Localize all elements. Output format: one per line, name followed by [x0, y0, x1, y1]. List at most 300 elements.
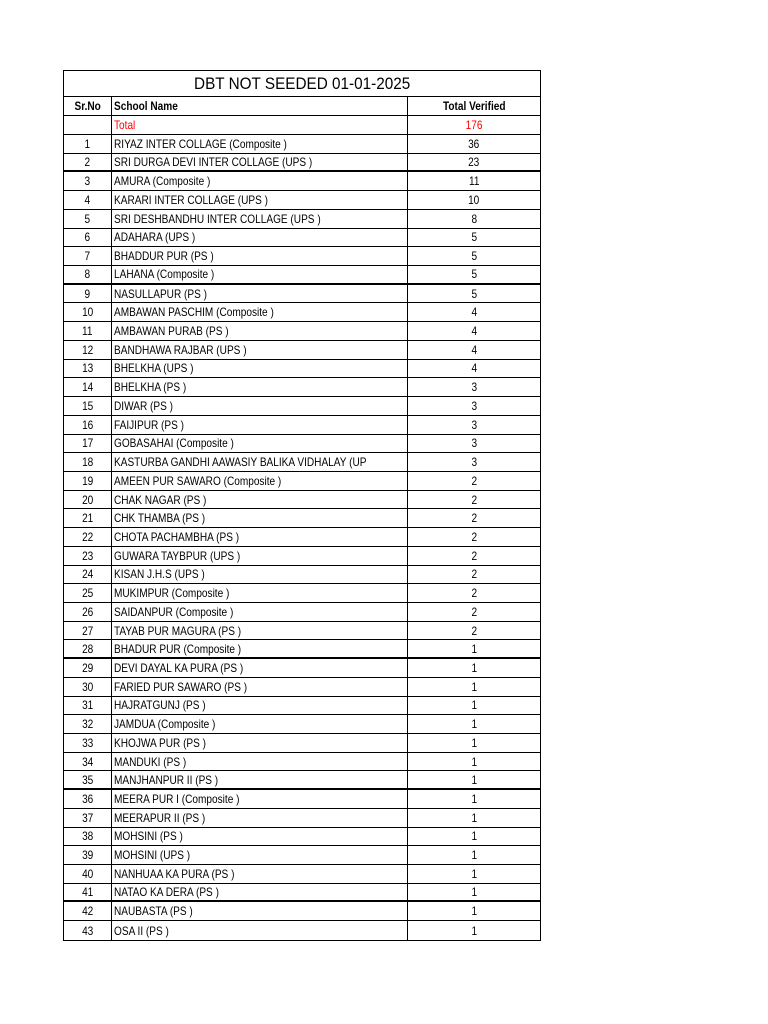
- school-name: NAUBASTA (PS ): [114, 904, 193, 919]
- total-verified-cell: [408, 902, 540, 920]
- total-verified-cell: [408, 715, 540, 733]
- sr-no-cell: [64, 884, 112, 901]
- table-row: [64, 135, 540, 154]
- sr-no-cell: [64, 659, 112, 677]
- table-row: [64, 472, 540, 491]
- total-verified-cell: [408, 528, 540, 546]
- school-name-cell: [112, 640, 408, 657]
- total-verified: 1: [471, 772, 477, 787]
- total-verified-cell: [408, 697, 540, 715]
- table-row: [64, 547, 540, 566]
- total-verified-cell: [408, 865, 540, 883]
- school-name: MEERA PUR I (Composite ): [114, 792, 240, 807]
- school-name: NATAO KA DERA (PS ): [114, 885, 219, 900]
- total-verified: 11: [468, 174, 480, 189]
- school-name: TAYAB PUR MAGURA (PS ): [114, 623, 242, 638]
- sr-no-cell: [64, 902, 112, 920]
- total-row: [64, 116, 540, 135]
- school-name: AMEEN PUR SAWARO (Composite ): [114, 473, 282, 488]
- total-verified-cell: [408, 135, 540, 153]
- total-verified-cell: [408, 809, 540, 827]
- school-name: AMURA (Composite ): [114, 174, 211, 189]
- total-verified: 1: [471, 641, 477, 656]
- table-row: [64, 229, 540, 248]
- table-row: [64, 154, 540, 173]
- total-verified-cell: [408, 640, 540, 657]
- sr-no-cell: [64, 753, 112, 771]
- table-row: [64, 397, 540, 416]
- total-verified-cell: [408, 341, 540, 359]
- header-school-name: [112, 97, 408, 115]
- header-school-name-label: School Name: [114, 99, 178, 113]
- table-row: [64, 247, 540, 266]
- sr-no: 14: [81, 380, 94, 395]
- school-name-cell: [112, 341, 408, 359]
- total-verified-cell: [408, 360, 540, 378]
- school-name-cell: [112, 697, 408, 715]
- sr-no: 30: [81, 679, 94, 694]
- total-verified-cell: [408, 303, 540, 321]
- total-verified-cell: [408, 509, 540, 527]
- school-name-cell: [112, 678, 408, 696]
- sr-no-cell: [64, 528, 112, 546]
- sr-no: 27: [81, 623, 94, 638]
- total-verified: 4: [471, 324, 477, 339]
- sr-no-cell: [64, 491, 112, 509]
- table-row: [64, 266, 540, 285]
- total-label-cell: [112, 116, 408, 134]
- sr-no-cell: [64, 435, 112, 453]
- table-row: [64, 921, 540, 940]
- total-verified-cell: [408, 771, 540, 788]
- school-name-cell: [112, 285, 408, 303]
- sr-no-cell: [64, 603, 112, 621]
- school-name-cell: [112, 865, 408, 883]
- sr-no: 31: [81, 698, 94, 713]
- school-name-cell: [112, 416, 408, 434]
- sr-no-cell: [64, 509, 112, 527]
- sr-no: 4: [84, 193, 91, 208]
- sr-no-cell: [64, 734, 112, 752]
- school-name: KARARI INTER COLLAGE (UPS ): [114, 193, 269, 208]
- sr-no-cell: [64, 229, 112, 247]
- total-verified: 5: [471, 267, 477, 282]
- school-name-cell: [112, 547, 408, 565]
- school-name-cell: [112, 809, 408, 827]
- school-name-cell: [112, 902, 408, 920]
- school-name-cell: [112, 566, 408, 584]
- sr-no-cell: [64, 715, 112, 733]
- school-name: KASTURBA GANDHI AAWASIY BALIKA VIDHALAY (UP: [114, 455, 367, 470]
- sr-no-cell: [64, 846, 112, 864]
- total-verified-cell: [408, 453, 540, 471]
- school-name-cell: [112, 322, 408, 340]
- sr-no: 1: [84, 136, 91, 151]
- school-name-cell: [112, 528, 408, 546]
- school-name-cell: [112, 921, 408, 940]
- sr-no-cell: [64, 285, 112, 303]
- table-row: [64, 453, 540, 472]
- sr-no: 9: [84, 286, 91, 301]
- school-name-cell: [112, 266, 408, 283]
- school-name-cell: [112, 753, 408, 771]
- table-row: [64, 603, 540, 622]
- sr-no: 19: [81, 473, 94, 488]
- total-verified: 3: [471, 398, 477, 413]
- school-name-cell: [112, 828, 408, 846]
- school-name: MUKIMPUR (Composite ): [114, 586, 230, 601]
- total-verified: 2: [471, 567, 477, 582]
- sr-no: 43: [81, 923, 94, 938]
- total-verified-cell: [408, 229, 540, 247]
- table-row: [64, 715, 540, 734]
- total-verified-cell: [408, 322, 540, 340]
- total-verified-cell: [408, 472, 540, 490]
- school-name: SAIDANPUR (Composite ): [114, 604, 234, 619]
- sr-no: 24: [81, 567, 94, 582]
- total-verified-cell: [408, 154, 540, 171]
- school-name-cell: [112, 303, 408, 321]
- sr-no: 35: [81, 772, 94, 787]
- total-verified: 3: [471, 417, 477, 432]
- total-verified-cell: [408, 416, 540, 434]
- total-verified-cell: [408, 790, 540, 808]
- total-verified-cell: [408, 435, 540, 453]
- total-verified-cell: [408, 753, 540, 771]
- sr-no: 25: [81, 586, 94, 601]
- total-verified-cell: [408, 266, 540, 283]
- total-verified: 4: [471, 361, 477, 376]
- school-name-cell: [112, 622, 408, 640]
- sr-no-cell: [64, 360, 112, 378]
- school-name: BHELKHA (UPS ): [114, 361, 194, 376]
- sr-no: 34: [81, 754, 94, 769]
- total-verified: 3: [471, 436, 477, 451]
- report-title: DBT NOT SEEDED 01-01-2025: [193, 74, 411, 93]
- total-verified-cell: [408, 603, 540, 621]
- total-verified: 5: [471, 249, 477, 264]
- table-row: [64, 172, 540, 191]
- total-verified: 1: [471, 866, 477, 881]
- school-name: MEERAPUR II (PS ): [114, 810, 206, 825]
- school-name-cell: [112, 603, 408, 621]
- total-verified: 5: [471, 286, 477, 301]
- total-verified: 1: [471, 735, 477, 750]
- table-row: [64, 734, 540, 753]
- school-name-cell: [112, 154, 408, 171]
- table-row: [64, 378, 540, 397]
- sr-no: 11: [82, 324, 93, 339]
- total-verified-cell: [408, 622, 540, 640]
- school-name: FAIJIPUR (PS ): [114, 417, 185, 432]
- table-row: [64, 360, 540, 379]
- sr-no: 41: [81, 885, 94, 900]
- sr-no: 39: [81, 848, 94, 863]
- school-name-cell: [112, 884, 408, 901]
- sr-no-cell: [64, 790, 112, 808]
- sr-no: 23: [81, 548, 94, 563]
- table-row: [64, 771, 540, 790]
- report-table: [63, 70, 541, 941]
- school-name: OSA II (PS ): [114, 923, 169, 938]
- table-row: [64, 435, 540, 454]
- sr-no: 29: [81, 660, 94, 675]
- total-verified-cell: [408, 584, 540, 602]
- sr-no: 15: [81, 398, 94, 413]
- sr-no: 5: [84, 211, 91, 226]
- school-name-cell: [112, 378, 408, 396]
- school-name-cell: [112, 397, 408, 415]
- table-row: [64, 303, 540, 322]
- school-name: ADAHARA (UPS ): [114, 230, 196, 245]
- total-verified: 10: [468, 193, 480, 208]
- table-row: [64, 210, 540, 229]
- total-verified-cell: [408, 285, 540, 303]
- school-name: GUWARA TAYBPUR (UPS ): [114, 548, 241, 563]
- sr-no: 33: [81, 735, 94, 750]
- sr-no: 8: [84, 267, 91, 282]
- school-name: GOBASAHAI (Composite ): [114, 436, 234, 451]
- sr-no: 28: [81, 641, 94, 656]
- total-verified-cell: [408, 397, 540, 415]
- sr-no-cell: [64, 622, 112, 640]
- header-row: [64, 97, 540, 116]
- total-sr-cell: [64, 116, 112, 134]
- table-row: [64, 322, 540, 341]
- total-verified: 2: [471, 529, 477, 544]
- school-name: LAHANA (Composite ): [114, 267, 215, 282]
- total-label: Total: [114, 118, 136, 132]
- table-row: [64, 846, 540, 865]
- total-verified: 1: [471, 885, 477, 900]
- school-name: RIYAZ INTER COLLAGE (Composite ): [114, 136, 287, 151]
- total-verified-cell: [408, 172, 540, 190]
- sr-no: 12: [81, 342, 94, 357]
- total-verified: 8: [471, 211, 477, 226]
- sr-no-cell: [64, 809, 112, 827]
- table-row: [64, 528, 540, 547]
- sr-no: 16: [81, 417, 94, 432]
- sr-no: 7: [84, 249, 91, 264]
- total-verified: 2: [471, 623, 477, 638]
- sr-no-cell: [64, 828, 112, 846]
- total-verified: 1: [471, 904, 477, 919]
- total-verified: 1: [471, 829, 477, 844]
- sr-no-cell: [64, 472, 112, 490]
- sr-no: 36: [81, 792, 94, 807]
- total-verified: 1: [471, 792, 477, 807]
- total-verified: 1: [471, 698, 477, 713]
- total-verified-cell: [408, 734, 540, 752]
- total-verified: 2: [471, 548, 477, 563]
- total-verified: 1: [471, 754, 477, 769]
- sr-no: 17: [81, 436, 94, 451]
- school-name: CHAK NAGAR (PS ): [114, 492, 207, 507]
- total-verified: 36: [468, 136, 480, 151]
- school-name: BHADDUR PUR (PS ): [114, 249, 214, 264]
- total-verified: 2: [471, 511, 477, 526]
- sr-no-cell: [64, 191, 112, 209]
- total-verified-cell: [408, 659, 540, 677]
- total-verified: 1: [471, 923, 477, 938]
- title-row: [64, 71, 540, 97]
- school-name: AMBAWAN PURAB (PS ): [114, 324, 229, 339]
- table-row: [64, 640, 540, 659]
- table-row: [64, 509, 540, 528]
- sr-no-cell: [64, 678, 112, 696]
- sr-no-cell: [64, 247, 112, 265]
- total-verified: 1: [471, 810, 477, 825]
- total-verified-cell: [408, 378, 540, 396]
- school-name-cell: [112, 247, 408, 265]
- sr-no: 32: [81, 717, 94, 732]
- sr-no: 37: [81, 810, 94, 825]
- school-name: NANHUAA KA PURA (PS ): [114, 866, 235, 881]
- school-name-cell: [112, 472, 408, 490]
- sr-no: 10: [81, 305, 94, 320]
- sr-no: 6: [84, 230, 91, 245]
- total-verified-cell: [408, 247, 540, 265]
- table-row: [64, 678, 540, 697]
- total-verified: 4: [471, 305, 477, 320]
- sr-no: 21: [81, 511, 94, 526]
- sr-no-cell: [64, 921, 112, 940]
- table-row: [64, 809, 540, 828]
- total-verified: 2: [471, 473, 477, 488]
- school-name: SRI DESHBANDHU INTER COLLAGE (UPS ): [114, 211, 321, 226]
- sr-no: 2: [84, 155, 91, 170]
- school-name-cell: [112, 135, 408, 153]
- school-name-cell: [112, 715, 408, 733]
- sr-no-cell: [64, 266, 112, 283]
- sr-no-cell: [64, 154, 112, 171]
- table-row: [64, 191, 540, 210]
- school-name: JAMDUA (Composite ): [114, 717, 216, 732]
- table-row: [64, 341, 540, 360]
- school-name: NASULLAPUR (PS ): [114, 286, 207, 301]
- total-verified-cell: [408, 846, 540, 864]
- table-body: [64, 135, 540, 940]
- header-total-verified-label: Total Verified: [442, 99, 506, 113]
- sr-no: 13: [81, 361, 94, 376]
- school-name-cell: [112, 435, 408, 453]
- total-verified-cell: [408, 547, 540, 565]
- sr-no-cell: [64, 547, 112, 565]
- table-row: [64, 416, 540, 435]
- sr-no-cell: [64, 697, 112, 715]
- school-name-cell: [112, 453, 408, 471]
- total-verified: 2: [471, 604, 477, 619]
- school-name: KHOJWA PUR (PS ): [114, 735, 207, 750]
- total-verified: 1: [471, 848, 477, 863]
- total-verified-cell: [408, 828, 540, 846]
- total-verified: 1: [471, 679, 477, 694]
- school-name-cell: [112, 229, 408, 247]
- total-value: 176: [465, 118, 483, 132]
- school-name-cell: [112, 360, 408, 378]
- total-verified: 4: [471, 342, 477, 357]
- school-name: HAJRATGUNJ (PS ): [114, 698, 206, 713]
- school-name: CHOTA PACHAMBHA (PS ): [114, 529, 240, 544]
- sr-no-cell: [64, 865, 112, 883]
- total-verified: 23: [468, 155, 480, 170]
- school-name: BANDHAWA RAJBAR (UPS ): [114, 342, 247, 357]
- sr-no-cell: [64, 303, 112, 321]
- school-name: MANDUKI (PS ): [114, 754, 187, 769]
- title-cell: [64, 71, 540, 96]
- sr-no: 20: [81, 492, 94, 507]
- total-verified-cell: [408, 566, 540, 584]
- table-row: [64, 753, 540, 772]
- school-name-cell: [112, 172, 408, 190]
- school-name-cell: [112, 210, 408, 228]
- school-name: BHELKHA (PS ): [114, 380, 187, 395]
- sr-no-cell: [64, 397, 112, 415]
- total-verified: 1: [471, 717, 477, 732]
- school-name-cell: [112, 734, 408, 752]
- school-name-cell: [112, 491, 408, 509]
- school-name-cell: [112, 191, 408, 209]
- table-row: [64, 659, 540, 678]
- table-row: [64, 584, 540, 603]
- school-name: KISAN J.H.S (UPS ): [114, 567, 205, 582]
- total-verified: 3: [471, 455, 477, 470]
- sr-no: 42: [81, 904, 94, 919]
- table-row: [64, 828, 540, 847]
- sr-no: 40: [81, 866, 94, 881]
- table-row: [64, 491, 540, 510]
- total-verified-cell: [408, 491, 540, 509]
- school-name: SRI DURGA DEVI INTER COLLAGE (UPS ): [114, 155, 313, 170]
- school-name: MANJHANPUR II (PS ): [114, 772, 219, 787]
- sr-no-cell: [64, 322, 112, 340]
- sr-no: 26: [81, 604, 94, 619]
- table-row: [64, 902, 540, 921]
- sr-no-cell: [64, 584, 112, 602]
- school-name: MOHSINI (PS ): [114, 829, 183, 844]
- header-total-verified: [408, 97, 540, 115]
- total-verified-cell: [408, 678, 540, 696]
- sr-no: 38: [81, 829, 94, 844]
- table-row: [64, 285, 540, 304]
- table-row: [64, 622, 540, 641]
- sr-no-cell: [64, 341, 112, 359]
- header-sr-no: [64, 97, 112, 115]
- total-verified-cell: [408, 210, 540, 228]
- sr-no-cell: [64, 453, 112, 471]
- school-name: AMBAWAN PASCHIM (Composite ): [114, 305, 274, 320]
- sr-no-cell: [64, 771, 112, 788]
- school-name: DIWAR (PS ): [114, 398, 173, 413]
- sr-no-cell: [64, 172, 112, 190]
- sr-no-cell: [64, 640, 112, 657]
- total-value-cell: [408, 116, 540, 134]
- sr-no-cell: [64, 566, 112, 584]
- table-row: [64, 566, 540, 585]
- sr-no-cell: [64, 135, 112, 153]
- total-verified: 2: [471, 586, 477, 601]
- table-row: [64, 697, 540, 716]
- total-verified: 3: [471, 380, 477, 395]
- school-name-cell: [112, 659, 408, 677]
- total-verified-cell: [408, 191, 540, 209]
- total-verified: 5: [471, 230, 477, 245]
- total-verified: 1: [471, 660, 477, 675]
- school-name-cell: [112, 584, 408, 602]
- school-name: MOHSINI (UPS ): [114, 848, 191, 863]
- school-name: FARIED PUR SAWARO (PS ): [114, 679, 248, 694]
- total-verified-cell: [408, 921, 540, 940]
